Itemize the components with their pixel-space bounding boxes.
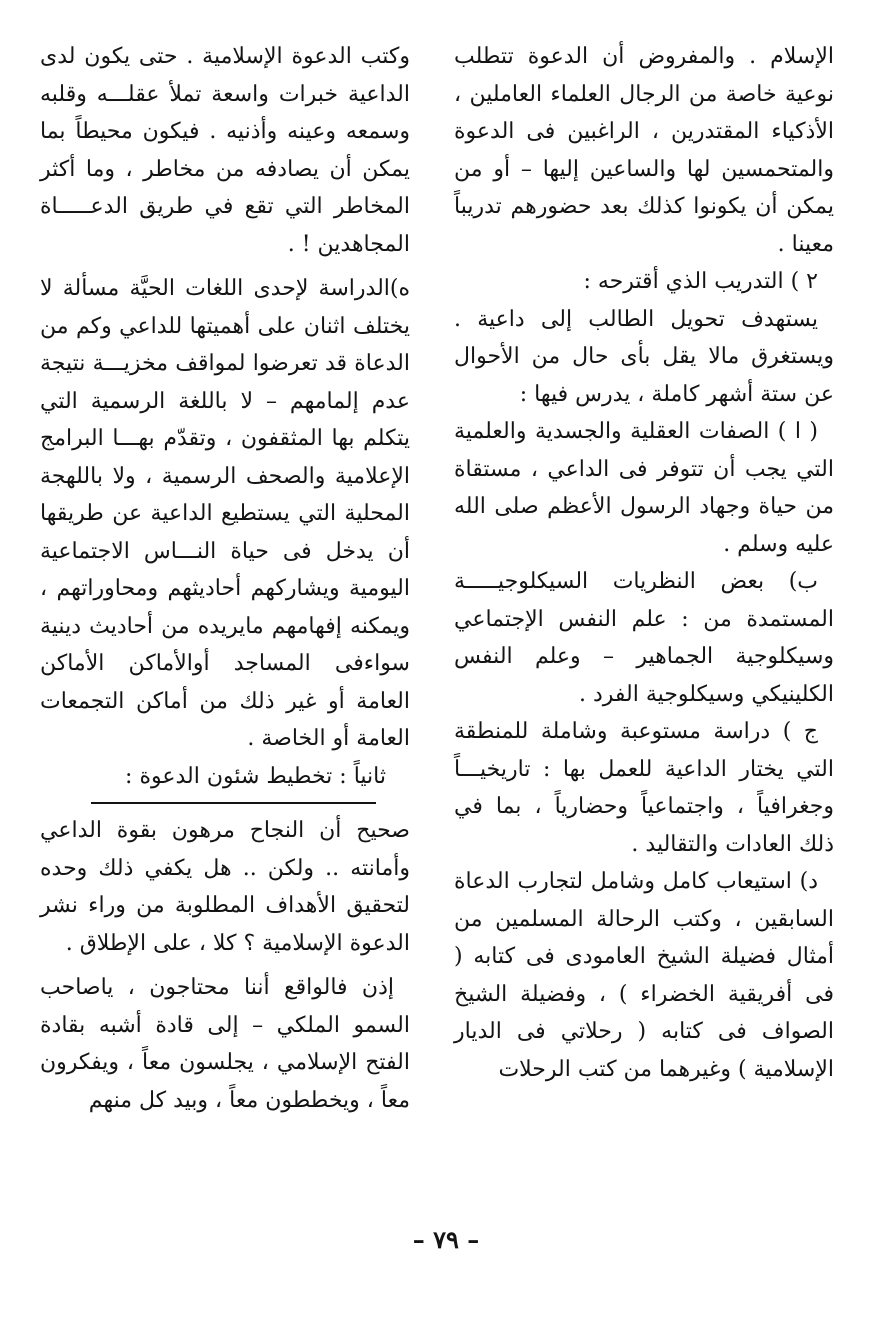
- paragraph: صحيح أن النجاح مرهون بقوة الداعي وأمانته .. ولكن .. هل يكفي ذلك وحده لتحقيق الأهداف المطلوبة من وراء نشر الدعوة الإسلامية ؟ كلا ، على الإطلاق .: [40, 818, 410, 956]
- paragraph: إذن فالواقع أننا محتاجون ، ياصاحب السمو الملكي – إلى قادة أشبه بقادة الفتح الإسلامي ، يجلسون معاً ، ويفكرون معاً ، ويخططون معاً ، وبيد كل منهم: [40, 975, 410, 1113]
- page-number: – ٧٩ –: [412, 1225, 480, 1254]
- list-item: ( ا ) الصفات العقلية والجسدية والعلمية التي يجب أن تتوفر فى الداعي ، مستقاة من حياة وجهاد الرسول الأعظم صلى الله عليه وسلم .: [454, 419, 834, 557]
- numbered-heading: ٢ ) التدريب الذي أقترحه :: [583, 269, 818, 294]
- paragraph: وكتب الدعوة الإسلامية . حتى يكون لدى الداعية خبرات واسعة تملأ عقلـــه وقلبه وسمعه وعينه وأذنيه . فيكون محيطاً بما يمكن أن يصادفه من مخاطر ، وما أكثر المخاطر التي تقع في طريق الدعـــــاة المجاهدين ! .: [40, 44, 410, 257]
- paragraph: يستهدف تحويل الطالب إلى داعية . ويستغرق مالا يقل بأى حال من الأحوال عن ستة أشهر كاملة ، يدرس فيها :: [454, 306, 834, 407]
- left-column: [40, 38, 410, 1119]
- list-item: ه)الدراسة لإحدى اللغات الحيَّة مسألة لا يختلف اثنان على أهميتها للداعي وكم من الدعاة قد تعرضوا لمواقف مخزيـــة نتيجة عدم إلمامهم – لا باللغة الرسمية التي يتكلم بها المثقفون ، وتقدّم بهـــا البرامج الإعلامية والصحف الرسمية ، ولا باللهجة المحلية التي يستطيع الداعية عن طريقها أن يدخل فى حياة النـــاس الاجتماعية اليومية ويشاركهم أحاديثهم ومحاوراتهم ، ويمكنه إفهامهم مايريده من أحاديث دينية سواءفى المساجد أوالأماكن الأماكن العامة أو غير ذلك من أماكن التجمعات العامة أو الخاصة .: [40, 276, 410, 751]
- section-heading: ثانياً : تخطيط شئون الدعوة :: [125, 763, 386, 789]
- list-item: ب) بعض النظريات السيكلوجيـــــة المستمدة من : علم النفس الإجتماعي وسيكلوجية الجماهير – وعلم النفس الكلينيكي وسيكلوجية الفرد .: [454, 569, 834, 707]
- heading-underline: [91, 802, 376, 804]
- paragraph: الإسلام . والمفروض أن الدعوة تتطلب نوعية خاصة من الرجال العلماء العاملين ، الأذكياء المقتدرين ، الراغبين فى الدعوة والمتحمسين لها والساعين إليها – أو من يمكن أن يكونوا كذلك بعد حضورهم تدريباً معينا .: [454, 44, 834, 257]
- right-column: [454, 38, 834, 1088]
- list-item: ج ) دراسة مستوعبة وشاملة للمنطقة التي يختار الداعية للعمل بها : تاريخيـــاً وجغرافياً ، واجتماعياً وحضارياً ، بما في ذلك العادات والتقاليد .: [454, 719, 834, 857]
- list-item: د) استيعاب كامل وشامل لتجارب الدعاة السابقين ، وكتب الرحالة المسلمين من أمثال فضيلة الشيخ العامودى فى كتابه ( فى أفريقية الخضراء ) ، وفضيلة الشيخ الصواف فى كتابه ( رحلاتي فى الديار الإسلامية ) وغيرهما من كتب الرحلات: [454, 869, 834, 1082]
